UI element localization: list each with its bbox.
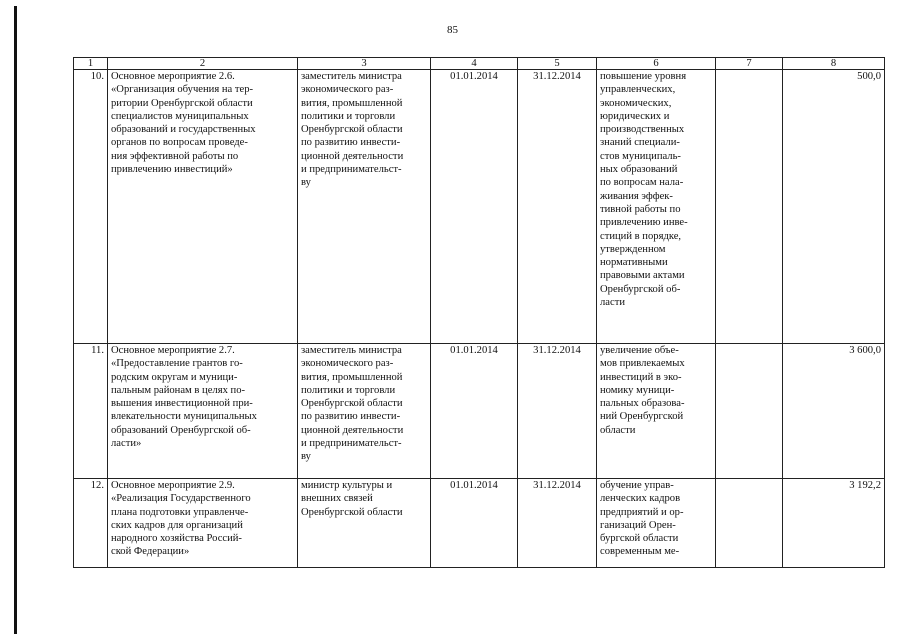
column-header: 5 — [518, 58, 597, 70]
column-header: 7 — [716, 58, 783, 70]
text-line: увеличение объе- — [600, 345, 679, 356]
text-line: образований Оренбургской об- — [111, 424, 251, 436]
text-line: по развитию инвести- — [301, 411, 401, 423]
program-table — [73, 57, 885, 568]
text-line: «Реализация Государственного — [111, 493, 251, 505]
event-cell — [108, 70, 298, 344]
responsible-cell — [298, 479, 431, 568]
text-line: специалистов муниципальных — [111, 110, 249, 122]
text-line: экономического раз- — [301, 358, 394, 370]
responsible-cell — [298, 344, 431, 479]
text-line: ционной деятельности — [301, 424, 404, 436]
responsible-cell — [298, 70, 431, 344]
text-line: ционной деятельности — [301, 150, 404, 162]
text-line: инвестиций в эко- — [600, 371, 682, 383]
text-line: и предпринимательст- — [301, 438, 402, 450]
text-line: экономических, — [600, 97, 672, 109]
text-line: нормативными — [600, 257, 668, 269]
text-line: ленческих кадров — [600, 493, 681, 505]
text-line: народного хозяйства Россий- — [111, 533, 242, 545]
text-line: Основное мероприятие 2.6. — [111, 71, 235, 82]
column-7-cell — [716, 479, 783, 568]
page-number: 85 — [447, 24, 458, 36]
text-line: Основное мероприятие 2.9. — [111, 480, 235, 491]
start-date: 01.01.2014 — [431, 70, 518, 344]
text-line: области — [600, 424, 636, 436]
text-line: юридических и — [600, 110, 670, 122]
text-line: ской Федерации» — [111, 546, 190, 558]
amount-cell: 500,0 — [783, 70, 885, 344]
end-date: 31.12.2014 — [518, 70, 597, 344]
column-header: 8 — [783, 58, 885, 70]
column-header: 2 — [108, 58, 298, 70]
end-date: 31.12.2014 — [518, 479, 597, 568]
text-line: влекательности муниципальных — [111, 411, 257, 423]
text-line: Оренбургской об- — [600, 283, 681, 295]
text-line: ных образований — [600, 164, 678, 176]
table-row — [74, 70, 885, 344]
event-cell — [108, 479, 298, 568]
text-line: вития, промышленной — [301, 371, 403, 383]
text-line: «Предоставление грантов го- — [111, 358, 243, 370]
text-line: плана подготовки управленче- — [111, 506, 249, 518]
column-7-cell — [716, 344, 783, 479]
result-cell — [597, 344, 716, 479]
start-date: 01.01.2014 — [431, 479, 518, 568]
text-line: живания эффек- — [600, 190, 673, 202]
text-line: тивной работы по — [600, 203, 681, 215]
text-line: современным ме- — [600, 546, 680, 558]
text-line: привлечению инве- — [600, 217, 688, 229]
text-line: знаний специали- — [600, 137, 680, 149]
text-line: Основное мероприятие 2.7. — [111, 345, 235, 356]
result-cell — [597, 479, 716, 568]
text-line: номику муници- — [600, 384, 675, 396]
column-numbers-row — [74, 58, 885, 70]
table-row — [74, 479, 885, 568]
text-line: управленческих, — [600, 84, 676, 96]
text-line: по развитию инвести- — [301, 137, 401, 149]
text-line: Оренбургской области — [301, 506, 403, 518]
amount-cell: 3 600,0 — [783, 344, 885, 479]
text-line: вития, промышленной — [301, 97, 403, 109]
result-cell — [597, 70, 716, 344]
text-line: бургской области — [600, 533, 679, 545]
text-line: министр культуры и — [301, 480, 393, 491]
text-line: пальным районам в целях по- — [111, 384, 246, 396]
text-line: мов привлекаемых — [600, 358, 685, 370]
text-line: «Организация обучения на тер- — [111, 84, 254, 96]
row-number: 12. — [74, 479, 108, 568]
text-line: ласти» — [111, 438, 142, 450]
text-line: заместитель министра — [301, 71, 402, 82]
table-row — [74, 344, 885, 479]
text-line: обучение управ- — [600, 480, 674, 491]
text-line: ний Оренбургской — [600, 411, 684, 423]
start-date: 01.01.2014 — [431, 344, 518, 479]
text-line: повышение уровня — [600, 71, 687, 82]
text-line: политики и торговли — [301, 384, 396, 396]
text-line: ласти — [600, 297, 625, 309]
event-cell — [108, 344, 298, 479]
text-line: родским округам и муници- — [111, 371, 238, 383]
text-line: утвержденном — [600, 243, 666, 255]
text-line: производственных — [600, 124, 685, 136]
column-header: 1 — [74, 58, 108, 70]
text-line: предприятий и ор- — [600, 506, 684, 518]
text-line: органов по вопросам проведе- — [111, 137, 248, 149]
column-header: 6 — [597, 58, 716, 70]
text-line: по вопросам нала- — [600, 177, 684, 189]
text-line: привлечению инвестиций» — [111, 164, 233, 176]
column-header: 3 — [298, 58, 431, 70]
text-line: ву — [301, 177, 311, 189]
text-line: ганизаций Орен- — [600, 519, 676, 531]
text-line: вышения инвестиционной при- — [111, 398, 253, 410]
text-line: образований и государственных — [111, 124, 256, 136]
column-7-cell — [716, 70, 783, 344]
text-line: заместитель министра — [301, 345, 402, 356]
text-line: Оренбургской области — [301, 124, 403, 136]
amount-cell: 3 192,2 — [783, 479, 885, 568]
text-line: Оренбургской области — [301, 398, 403, 410]
end-date: 31.12.2014 — [518, 344, 597, 479]
text-line: стов муниципаль- — [600, 150, 681, 162]
text-line: внешних связей — [301, 493, 373, 505]
text-line: и предпринимательст- — [301, 164, 402, 176]
text-line: стиций в порядке, — [600, 230, 682, 242]
column-header: 4 — [431, 58, 518, 70]
row-number: 10. — [74, 70, 108, 344]
text-line: правовыми актами — [600, 270, 685, 282]
text-line: ния эффективной работы по — [111, 150, 239, 162]
text-line: ритории Оренбургской области — [111, 97, 253, 109]
text-line: политики и торговли — [301, 110, 396, 122]
page-left-edge — [14, 6, 17, 634]
text-line: пальных образова- — [600, 398, 685, 410]
row-number: 11. — [74, 344, 108, 479]
text-line: ву — [301, 451, 311, 463]
text-line: экономического раз- — [301, 84, 394, 96]
text-line: ских кадров для организаций — [111, 519, 243, 531]
